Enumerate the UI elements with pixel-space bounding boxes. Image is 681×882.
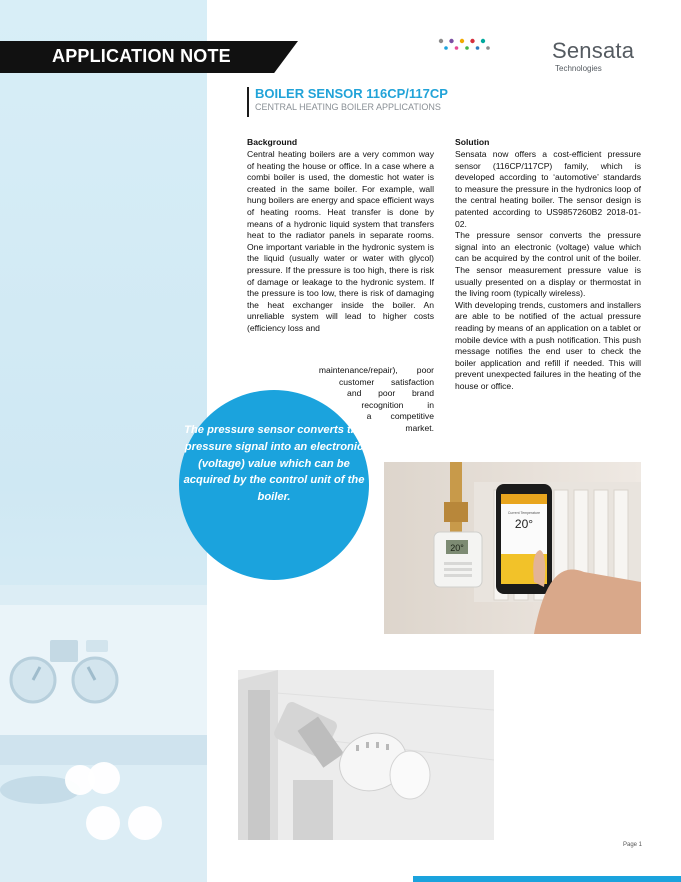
logo-dot	[476, 46, 480, 50]
phone-temperature: 20°	[514, 517, 534, 531]
logo-dot	[465, 46, 469, 50]
background-tail-line: customer satisfaction	[338, 376, 434, 387]
header-title: APPLICATION NOTE	[52, 46, 231, 66]
title-accent-bar	[247, 87, 249, 117]
solution-paragraph: With developing trends, customers and installers are able to be notified of the actual pressure reading by means of an application on a tablet or mobile device with a push notification. This push message notifies the end user to check the boiler application and refill if needed. This will prevent unexpected failures in the heating of the house or office.	[455, 299, 641, 391]
radiator-valve-photo	[238, 670, 494, 840]
valve-display-text: 20°	[450, 543, 464, 553]
logo-dot	[481, 39, 485, 43]
solution-paragraph: The pressure sensor converts the pressure signal into an electronic (voltage) value which can be acquired by the control unit of the boiler. The sensor measurement pressure value is usually presented on a display or thermostat in the living room (typically wireless).	[455, 230, 641, 299]
logo-dot	[449, 39, 453, 43]
logo-dot	[470, 39, 474, 43]
background-tail-line: and poor brand	[347, 388, 434, 399]
decorative-circle	[86, 806, 120, 840]
logo-dot	[460, 39, 464, 43]
solution-paragraph: Sensata now offers a cost-efficient pressure sensor (116CP/117CP) family, which is developed according to ‘automotive’ standards to measure the pressure in the hydronics loop of the central heating boiler. The sensor design is patented according to US9857260B2 2018-01-02.	[455, 149, 641, 229]
logo-dot	[486, 46, 490, 50]
callout-text: The pressure sensor converts the pressure signal into an electronic (voltage) value which can be acquired by the control unit of the boiler.	[183, 424, 365, 504]
background-heading: Background	[247, 137, 298, 147]
logo-name: Sensata	[552, 38, 635, 63]
decorative-circle	[88, 762, 120, 794]
radiator-valve-image	[238, 670, 494, 840]
page-number: Page 1	[623, 842, 643, 848]
logo-dot	[455, 46, 459, 50]
product-title: BOILER SENSOR 116CP/117CP	[255, 86, 448, 101]
solution-heading: Solution	[455, 137, 490, 147]
background-tail-line: a competitive	[366, 411, 434, 422]
logo-dot	[439, 39, 443, 43]
logo-subtitle: Technologies	[555, 64, 602, 73]
background-tail-line: recognition in	[361, 399, 434, 410]
solution-body	[455, 149, 641, 392]
footer-accent-line	[413, 876, 681, 882]
sensata-logo-icon	[437, 38, 541, 52]
decorative-circle	[128, 806, 162, 840]
background-tail-line: maintenance/repair), poor	[318, 365, 434, 375]
logo-dot	[444, 46, 448, 50]
thermostat-phone-image	[384, 462, 641, 634]
phone-label: Current Temperature	[507, 511, 541, 515]
background-body: Central heating boilers are a very common way of heating the house or office. In a case where a combi boiler is used, the domestic hot water is created in the same boiler. For example, wall hung boilers are energy and space efficient ways of heating rooms. Heat transfer is done by means of a hydronic liquid system that transfers heat to the radiator panels in separate rooms. One important variable in the hydronic system is the liquid (usually water or water with glycol) pressure. If the pressure is too high, there is risk of damage or leakage to the hydronic system. If the pressure is too low, there is risk of damaging the heat exchanger inside the boiler. An unreliable system will lead to higher costs (efficiency loss and	[247, 149, 434, 333]
product-subtitle: CENTRAL HEATING BOILER APPLICATIONS	[255, 102, 441, 112]
thermostat-phone-photo	[384, 462, 641, 634]
background-tail-line: market.	[405, 422, 434, 433]
